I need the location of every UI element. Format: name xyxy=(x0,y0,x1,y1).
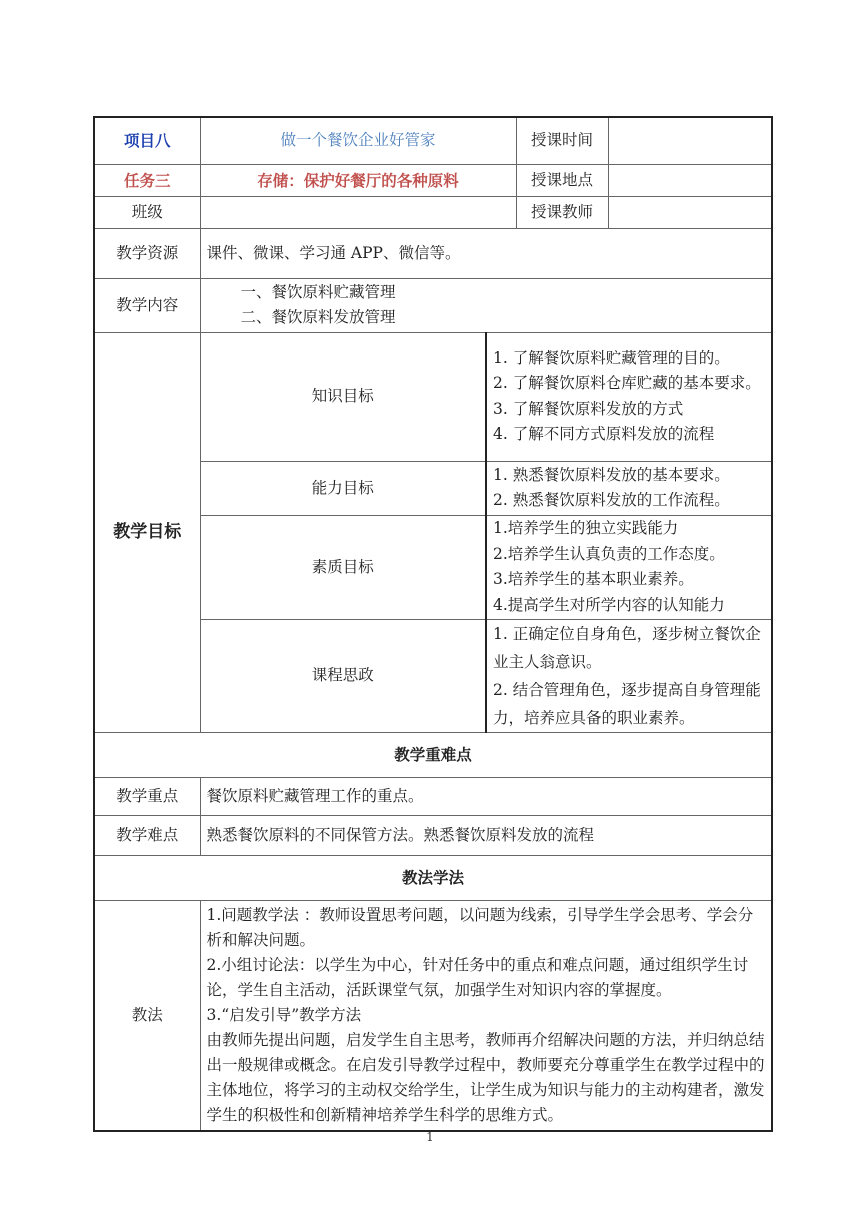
difficulty-value: 熟悉餐饮原料的不同保管方法。熟悉餐饮原料发放的流程 xyxy=(200,815,772,855)
row-resources xyxy=(94,228,772,278)
method-line: 2.小组讨论法：以学生为中心，针对任务中的重点和难点问题，通过组织学生讨论，学生自主活动，活跃课堂气氛，加强学生对知识内容的掌握度。 xyxy=(206,955,749,999)
list-item: 2. 结合管理角色，逐步提高自身管理能力，培养应具备的职业素养。 xyxy=(493,680,761,727)
method-line: 3.“启发引导”教学方法 xyxy=(206,1005,362,1024)
list-item: 1. 正确定位自身角色，逐步树立餐饮企业主人翁意识。 xyxy=(493,624,761,671)
task-title: 存储：保护好餐厅的各种原料 xyxy=(200,164,516,196)
resources-value: 课件、微课、学习通 APP、微信等。 xyxy=(200,228,772,278)
content-list xyxy=(200,278,772,332)
difficulty-label: 教学难点 xyxy=(94,815,200,855)
focus-value: 餐饮原料贮藏管理工作的重点。 xyxy=(200,777,772,815)
row-class xyxy=(94,196,772,228)
project-title: 做一个餐饮企业好管家 xyxy=(200,117,516,164)
list-item: 1. 了解餐饮原料贮藏管理的目的。 xyxy=(493,348,730,367)
content-item: 一、餐饮原料贮藏管理 xyxy=(240,283,396,301)
focus-label: 教学重点 xyxy=(94,777,200,815)
ability-label: 能力目标 xyxy=(200,461,486,515)
place-value[interactable] xyxy=(608,164,772,196)
list-item: 2.培养学生认真负责的工作态度。 xyxy=(493,544,725,563)
row-content xyxy=(94,278,772,332)
resources-label: 教学资源 xyxy=(94,228,200,278)
methods-text xyxy=(200,900,772,1131)
page-number: 1 xyxy=(426,1130,434,1144)
row-methods-title xyxy=(94,855,772,900)
class-label: 班级 xyxy=(94,196,200,228)
row-goal-knowledge xyxy=(94,332,772,461)
keypoints-section-title: 教学重难点 xyxy=(94,732,772,777)
time-value[interactable] xyxy=(608,117,772,164)
knowledge-list xyxy=(486,332,772,461)
method-line: 1.问题教学法 ：教师设置思考问题，以问题为线索，引导学生学会思考、学会分析和解决问题。 xyxy=(206,905,754,949)
ideology-list xyxy=(486,619,772,732)
method-line: 由教师先提出问题，启发学生自主思考，教师再介绍解决问题的方法，并归纳总结出一般规律或概念。在启发引导教学过程中，教师要充分尊重学生在教学过程中的主体地位，将学习的主动权交给学生，让学生成为知识与能力的主动构建者，激发学生的积极性和创新精神培养学生科学的思维方式。 xyxy=(206,1030,765,1124)
list-item: 4.提高学生对所学内容的认知能力 xyxy=(493,595,725,614)
row-methods xyxy=(94,900,772,1131)
project-label: 项目八 xyxy=(94,117,200,164)
content-label: 教学内容 xyxy=(94,278,200,332)
place-label: 授课地点 xyxy=(516,164,608,196)
list-item: 1. 熟悉餐饮原料发放的基本要求。 xyxy=(493,465,730,484)
quality-label: 素质目标 xyxy=(200,515,486,619)
list-item: 1.培养学生的独立实践能力 xyxy=(493,519,679,537)
task-label: 任务三 xyxy=(94,164,200,196)
row-difficulty xyxy=(94,815,772,855)
knowledge-label: 知识目标 xyxy=(200,332,486,461)
methods-section-title: 教法学法 xyxy=(94,855,772,900)
list-item: 4. 了解不同方式原料发放的流程 xyxy=(493,425,715,443)
lesson-plan-table xyxy=(93,116,773,1132)
ability-list xyxy=(486,461,772,515)
list-item: 3. 了解餐饮原料发放的方式 xyxy=(493,399,684,418)
goals-label: 教学目标 xyxy=(94,332,200,732)
content-item: 二、餐饮原料发放管理 xyxy=(240,308,396,326)
quality-list xyxy=(486,515,772,619)
row-focus xyxy=(94,777,772,815)
list-item: 3.培养学生的基本职业素养。 xyxy=(493,570,694,588)
teacher-value[interactable] xyxy=(608,196,772,228)
row-keypoints-title xyxy=(94,732,772,777)
time-label: 授课时间 xyxy=(516,117,608,164)
row-task xyxy=(94,164,772,196)
row-project xyxy=(94,117,772,164)
class-value[interactable] xyxy=(200,196,516,228)
ideology-label: 课程思政 xyxy=(200,619,486,732)
list-item: 2. 熟悉餐饮原料发放的工作流程。 xyxy=(493,491,730,509)
teacher-label: 授课教师 xyxy=(516,196,608,228)
list-item: 2. 了解餐饮原料仓库贮藏的基本要求。 xyxy=(493,374,761,392)
methods-label: 教法 xyxy=(94,900,200,1131)
